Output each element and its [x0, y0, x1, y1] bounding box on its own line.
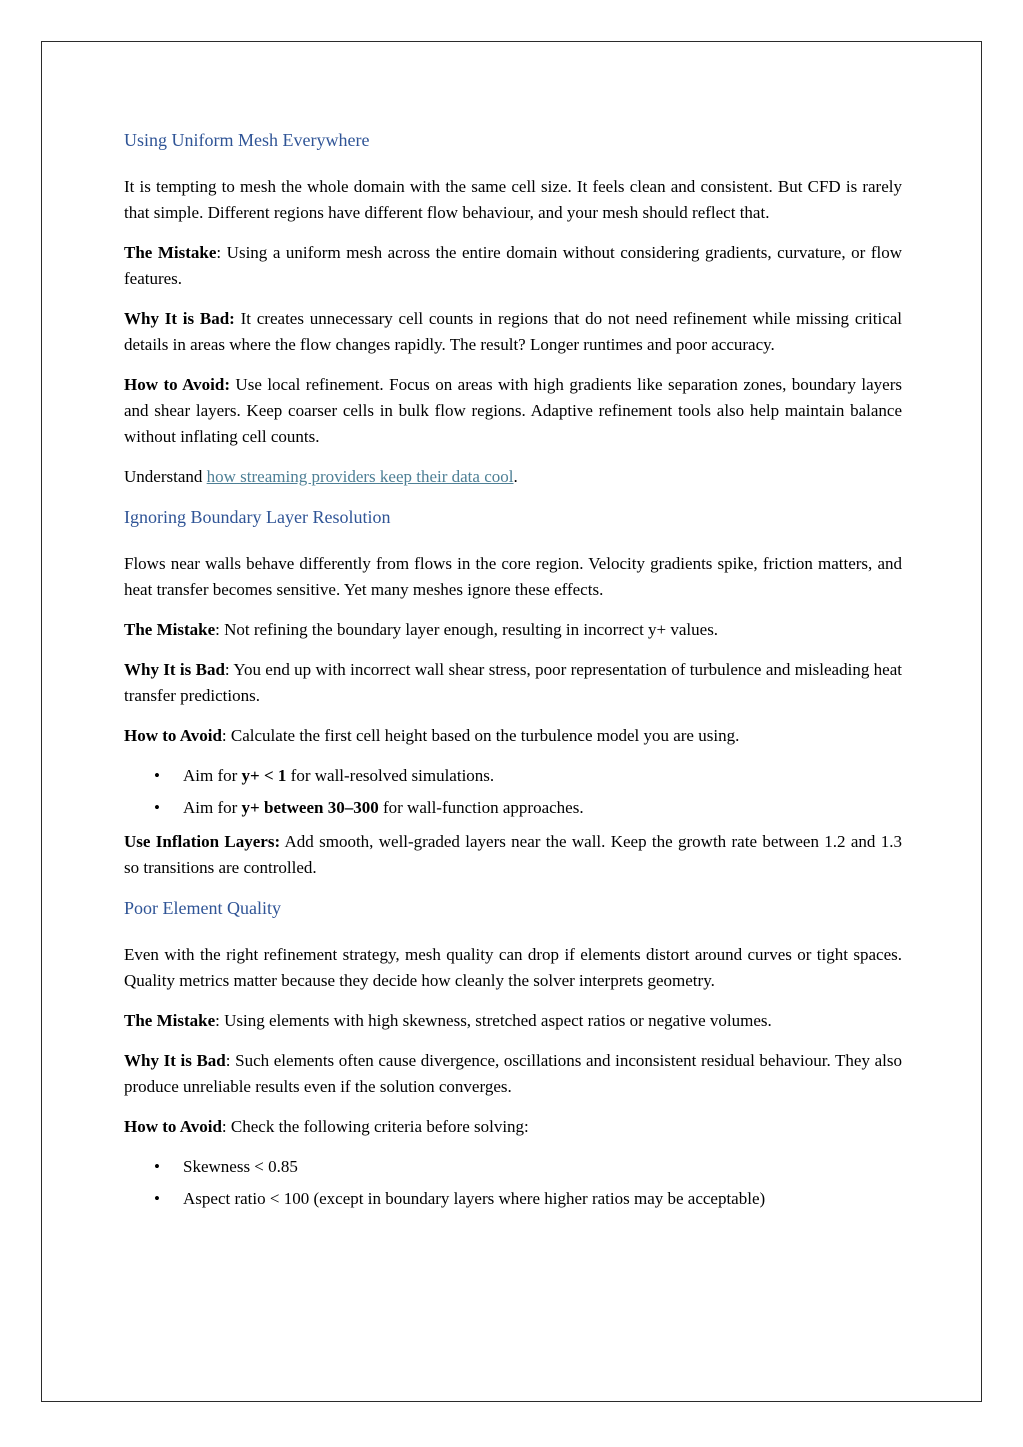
paragraph-uniform-intro: It is tempting to mesh the whole domain with the same cell size. It feels clean and consistent. But CFD is rarely that simple. Different regions have different flow behaviour, and your mesh should reflect that. — [124, 177, 902, 222]
link-prefix-text: Understand — [124, 467, 207, 486]
yplus-bullet-list — [124, 763, 902, 821]
how-avoid-text: : Check the following criteria before solving: — [221, 1117, 529, 1136]
why-bad-label: Why It is Bad — [124, 1051, 226, 1070]
mistake-text: : Using elements with high skewness, stretched aspect ratios or negative volumes. — [215, 1011, 772, 1030]
list-item-yplus-wall-function — [124, 795, 902, 821]
inflation-layers-label: Use Inflation Layers: — [124, 832, 281, 851]
bullet-bold-text: y+ between 30–300 — [241, 798, 379, 817]
section-heading-boundary-layer: Ignoring Boundary Layer Resolution — [124, 507, 391, 527]
bullet-post-text: Aspect ratio < 100 (except in boundary layers where higher ratios may be acceptable) — [183, 1189, 766, 1208]
paragraph-quality-mistake — [124, 1008, 902, 1034]
paragraph-inflation-layers — [124, 829, 902, 881]
paragraph-uniform-mistake — [124, 240, 902, 292]
bullet-bold-text: y+ < 1 — [241, 766, 287, 785]
paragraph-uniform-how-avoid — [124, 372, 902, 450]
bullet-post-text: Skewness < 0.85 — [183, 1157, 298, 1176]
why-bad-text: : You end up with incorrect wall shear stress, poor representation of turbulence and misleading heat transfer predictions. — [124, 660, 902, 705]
why-bad-label: Why It is Bad: — [124, 309, 235, 328]
mistake-text: : Using a uniform mesh across the entire domain without considering gradients, curvature, or flow features. — [124, 243, 902, 288]
how-avoid-label: How to Avoid — [124, 1117, 222, 1136]
bullet-post-text: for wall-function approaches. — [378, 798, 584, 817]
streaming-providers-link[interactable]: how streaming providers keep their data cool — [206, 467, 514, 486]
document-content — [124, 127, 902, 1220]
why-bad-text: : Such elements often cause divergence, oscillations and inconsistent residual behaviour. They also produce unreliable results even if the solution converges. — [124, 1051, 902, 1096]
mistake-label: The Mistake — [124, 620, 216, 639]
list-item-yplus-wall-resolved — [124, 763, 902, 789]
quality-criteria-bullet-list — [124, 1154, 902, 1212]
paragraph-quality-intro: Even with the right refinement strategy, mesh quality can drop if elements distort around curves or tight spaces. Quality metrics matter because they decide how cleanly the solver interprets geometry. — [124, 945, 902, 990]
how-avoid-label: How to Avoid — [124, 726, 222, 745]
paragraph-boundary-why-bad — [124, 657, 902, 709]
mistake-label: The Mistake — [124, 1011, 216, 1030]
section-heading-element-quality: Poor Element Quality — [124, 898, 281, 918]
why-bad-label: Why It is Bad — [124, 660, 225, 679]
paragraph-quality-why-bad — [124, 1048, 902, 1100]
paragraph-uniform-why-bad — [124, 306, 902, 358]
why-bad-text: It creates unnecessary cell counts in regions that do not need refinement while missing critical details in areas where the flow changes rapidly. The result? Longer runtimes and poor accuracy. — [124, 309, 903, 354]
paragraph-boundary-how-avoid — [124, 723, 902, 749]
section-heading-uniform-mesh: Using Uniform Mesh Everywhere — [124, 130, 370, 150]
link-suffix-text: . — [513, 467, 518, 486]
paragraph-boundary-mistake — [124, 617, 902, 643]
mistake-text: : Not refining the boundary layer enough, resulting in incorrect y+ values. — [215, 620, 719, 639]
bullet-post-text: for wall-resolved simulations. — [286, 766, 495, 785]
inflation-layers-text: Add smooth, well-graded layers near the wall. Keep the growth rate between 1.2 and 1.3 so transitions are controlled. — [124, 832, 902, 877]
paragraph-quality-how-avoid — [124, 1114, 902, 1140]
how-avoid-text: Use local refinement. Focus on areas with high gradients like separation zones, boundary layers and shear layers. Keep coarser cells in bulk flow regions. Adaptive refinement tools also help maintain balance without inflating cell counts. — [124, 375, 903, 446]
list-item-skewness — [124, 1154, 902, 1180]
how-avoid-label: How to Avoid: — [124, 375, 230, 394]
paragraph-boundary-intro: Flows near walls behave differently from flows in the core region. Velocity gradients spike, friction matters, and heat transfer becomes sensitive. Yet many meshes ignore these effects. — [124, 554, 902, 599]
how-avoid-text: : Calculate the first cell height based on the turbulence model you are using. — [221, 726, 740, 745]
bullet-pre-text: Aim for — [183, 798, 242, 817]
list-item-aspect-ratio — [124, 1186, 902, 1212]
bullet-pre-text: Aim for — [183, 766, 242, 785]
mistake-label: The Mistake — [124, 243, 217, 262]
paragraph-understand-link — [124, 464, 902, 490]
